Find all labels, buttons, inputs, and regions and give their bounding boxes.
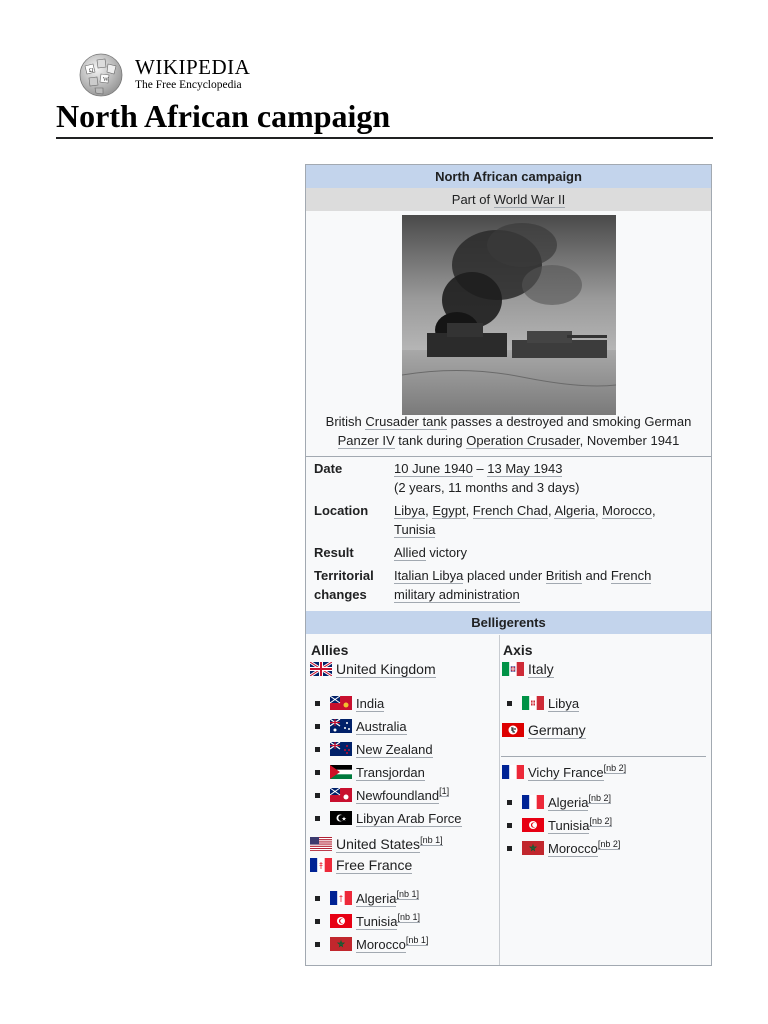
list-item bbox=[507, 818, 612, 833]
bullet bbox=[315, 793, 320, 798]
list-item bbox=[315, 891, 419, 906]
french-link[interactable]: French bbox=[610, 568, 652, 583]
libyan-arab-force-link[interactable]: Libyan Arab Force bbox=[356, 811, 462, 826]
united-kingdom-link[interactable]: United Kingdom bbox=[336, 661, 436, 677]
morocco-link[interactable]: Morocco bbox=[548, 841, 598, 856]
germany-link[interactable]: Germany bbox=[528, 722, 586, 738]
axis-germany bbox=[502, 722, 586, 738]
bullet bbox=[315, 816, 320, 821]
photo-caption bbox=[306, 412, 711, 450]
wordmark-text: WIKIPEDIA bbox=[135, 55, 251, 79]
bullet bbox=[507, 846, 512, 851]
libyan-arab-force-flag-icon bbox=[330, 811, 352, 825]
axis-italy bbox=[502, 661, 554, 677]
wikipedia-wordmark[interactable] bbox=[135, 56, 250, 92]
us-flag-icon bbox=[310, 837, 332, 851]
bullet bbox=[315, 896, 320, 901]
list-item bbox=[315, 811, 462, 826]
free-france-link[interactable]: Free France bbox=[336, 857, 413, 873]
territorial-changes-label bbox=[314, 566, 374, 604]
date-value bbox=[394, 459, 694, 497]
bullet bbox=[315, 747, 320, 752]
infobox-title: North African campaign bbox=[306, 165, 711, 188]
list-item bbox=[507, 696, 579, 711]
svg-text:W: W bbox=[103, 77, 109, 83]
title-underline bbox=[56, 137, 713, 139]
list-item bbox=[315, 719, 407, 734]
french-algeria-flag-icon bbox=[522, 795, 544, 809]
axis-vichy-divider bbox=[501, 756, 706, 757]
axis-vichy-france bbox=[502, 765, 626, 780]
territorial-label-line2: changes bbox=[314, 587, 367, 602]
location-french-chad-link[interactable]: French Chad bbox=[472, 503, 548, 518]
italy-link[interactable]: Italy bbox=[528, 661, 554, 677]
result-value bbox=[394, 543, 694, 562]
footnote-nb1-link[interactable]: [nb 1] bbox=[405, 935, 429, 945]
list-item bbox=[315, 937, 428, 952]
footnote-nb1-link[interactable]: [nb 1] bbox=[397, 912, 420, 922]
belligerents-header: Belligerents bbox=[306, 611, 711, 634]
infobox-separator bbox=[306, 456, 711, 457]
page-title: North African campaign bbox=[56, 98, 391, 134]
tunisia-link[interactable]: Tunisia bbox=[548, 818, 590, 833]
belligerents-column-divider bbox=[499, 635, 500, 965]
date-dash: – bbox=[472, 461, 488, 476]
part-of-prefix: Part of bbox=[451, 192, 494, 207]
territorial-changes-value bbox=[394, 566, 694, 604]
infobox bbox=[305, 164, 712, 966]
svg-text:Ω: Ω bbox=[89, 68, 94, 74]
libya-link[interactable]: Libya bbox=[548, 696, 580, 711]
australia-link[interactable]: Australia bbox=[356, 719, 407, 734]
list-item bbox=[507, 795, 611, 810]
british-india-flag-icon bbox=[330, 696, 352, 710]
algeria-link[interactable]: Algeria bbox=[356, 891, 397, 906]
axis-heading-text: Axis bbox=[503, 642, 533, 658]
comma: , bbox=[465, 503, 473, 518]
operation-crusader-link[interactable]: Operation Crusader bbox=[466, 433, 580, 448]
list-item bbox=[315, 742, 433, 757]
comma: , bbox=[547, 503, 555, 518]
date-end-link[interactable]: 13 May 1943 bbox=[487, 461, 563, 476]
territorial-label-line1: Territorial bbox=[314, 568, 374, 583]
kingdom-of-italy-flag-icon bbox=[502, 662, 524, 676]
axis-heading bbox=[503, 642, 533, 658]
tunisia-link[interactable]: Tunisia bbox=[356, 914, 398, 929]
list-item bbox=[507, 841, 620, 856]
bullet bbox=[315, 724, 320, 729]
location-egypt-link[interactable]: Egypt bbox=[432, 503, 466, 518]
newfoundland-flag-icon bbox=[330, 788, 352, 802]
date-duration: (2 years, 11 months and 3 days) bbox=[394, 480, 580, 495]
list-item bbox=[315, 914, 420, 929]
footnote-nb2-link[interactable]: [nb 2] bbox=[603, 763, 627, 773]
australia-flag-icon bbox=[330, 719, 352, 733]
transjordan-link[interactable]: Transjordan bbox=[356, 765, 425, 780]
transjordan-flag-icon bbox=[330, 765, 352, 779]
territorial-text-1: placed under bbox=[463, 568, 546, 583]
india-link[interactable]: India bbox=[356, 696, 385, 711]
caption-text-1: British bbox=[325, 414, 366, 429]
location-tunisia-link[interactable]: Tunisia bbox=[394, 522, 436, 537]
footnote-nb2-link[interactable]: [nb 2] bbox=[588, 793, 611, 803]
footnote-nb1-link[interactable]: [nb 1] bbox=[420, 835, 443, 845]
morocco-link[interactable]: Morocco bbox=[356, 937, 406, 952]
ally-free-france bbox=[310, 857, 412, 873]
result-text: victory bbox=[425, 545, 467, 560]
territorial-text-2: and bbox=[581, 568, 611, 583]
italian-libya-flag-icon bbox=[522, 696, 544, 710]
bullet bbox=[315, 701, 320, 706]
bullet bbox=[507, 823, 512, 828]
footnote-nb2-link[interactable]: [nb 2] bbox=[597, 839, 621, 849]
free-france-flag-icon bbox=[310, 858, 332, 872]
morocco-flag-icon bbox=[522, 841, 544, 855]
location-algeria-link[interactable]: Algeria bbox=[554, 503, 595, 518]
germany-flag-icon bbox=[502, 723, 524, 737]
list-item bbox=[315, 765, 425, 780]
result-label: Result bbox=[314, 545, 354, 560]
ally-united-kingdom bbox=[310, 661, 436, 677]
tunisia-flag-icon bbox=[330, 914, 352, 928]
british-link[interactable]: British bbox=[545, 568, 582, 583]
caption-text-3: tank during bbox=[394, 433, 467, 448]
italian-libya-link[interactable]: Italian Libya bbox=[394, 568, 464, 583]
part-of-row bbox=[306, 188, 711, 211]
date-label: Date bbox=[314, 461, 343, 476]
wikipedia-globe-logo[interactable] bbox=[75, 52, 127, 98]
tunisia-flag-icon bbox=[522, 818, 544, 832]
date-start-link[interactable]: 10 June 1940 bbox=[394, 461, 473, 476]
ally-united-states bbox=[310, 836, 443, 852]
bullet bbox=[315, 770, 320, 775]
location-morocco-link[interactable]: Morocco bbox=[602, 503, 653, 518]
bullet bbox=[507, 800, 512, 805]
crusader-tank-link[interactable]: Crusader tank bbox=[365, 414, 448, 429]
list-item bbox=[315, 788, 449, 803]
free-french-algeria-flag-icon bbox=[330, 891, 352, 905]
bullet bbox=[315, 942, 320, 947]
uk-flag-icon bbox=[310, 662, 332, 676]
morocco-flag-icon bbox=[330, 937, 352, 951]
united-states-link[interactable]: United States bbox=[336, 836, 421, 852]
new-zealand-link[interactable]: New Zealand bbox=[356, 742, 433, 757]
location-value bbox=[394, 501, 694, 539]
infobox-photo[interactable] bbox=[402, 215, 616, 415]
world-war-ii-link[interactable]: World War II bbox=[493, 192, 566, 207]
footnote-nb2-link[interactable]: [nb 2] bbox=[589, 816, 612, 826]
comma: , bbox=[594, 503, 603, 518]
footnote-1-link[interactable]: [1] bbox=[439, 786, 450, 796]
allies-heading bbox=[311, 642, 348, 658]
newfoundland-link[interactable]: Newfoundland bbox=[356, 788, 440, 803]
location-label: Location bbox=[314, 503, 369, 518]
vichy-france-link[interactable]: Vichy France bbox=[528, 765, 604, 780]
bullet bbox=[315, 919, 320, 924]
caption-text-2: passes a destroyed and smoking German bbox=[447, 414, 692, 429]
allied-link[interactable]: Allied bbox=[394, 545, 426, 560]
allies-heading-text: Allies bbox=[311, 642, 349, 658]
algeria-link[interactable]: Algeria bbox=[548, 795, 589, 810]
bullet bbox=[507, 701, 512, 706]
panzer-iv-link[interactable]: Panzer IV bbox=[337, 433, 395, 448]
comma: , bbox=[652, 503, 656, 518]
vichy-france-flag-icon bbox=[502, 765, 524, 779]
military-administration-link[interactable]: military administration bbox=[394, 587, 520, 602]
comma: , bbox=[425, 503, 433, 518]
location-libya-link[interactable]: Libya bbox=[394, 503, 426, 518]
new-zealand-flag-icon bbox=[330, 742, 352, 756]
tagline: The Free Encyclopedia bbox=[135, 79, 242, 91]
footnote-nb1-link[interactable]: [nb 1] bbox=[396, 889, 419, 899]
list-item bbox=[315, 696, 384, 711]
caption-text-4: , November 1941 bbox=[579, 433, 680, 448]
